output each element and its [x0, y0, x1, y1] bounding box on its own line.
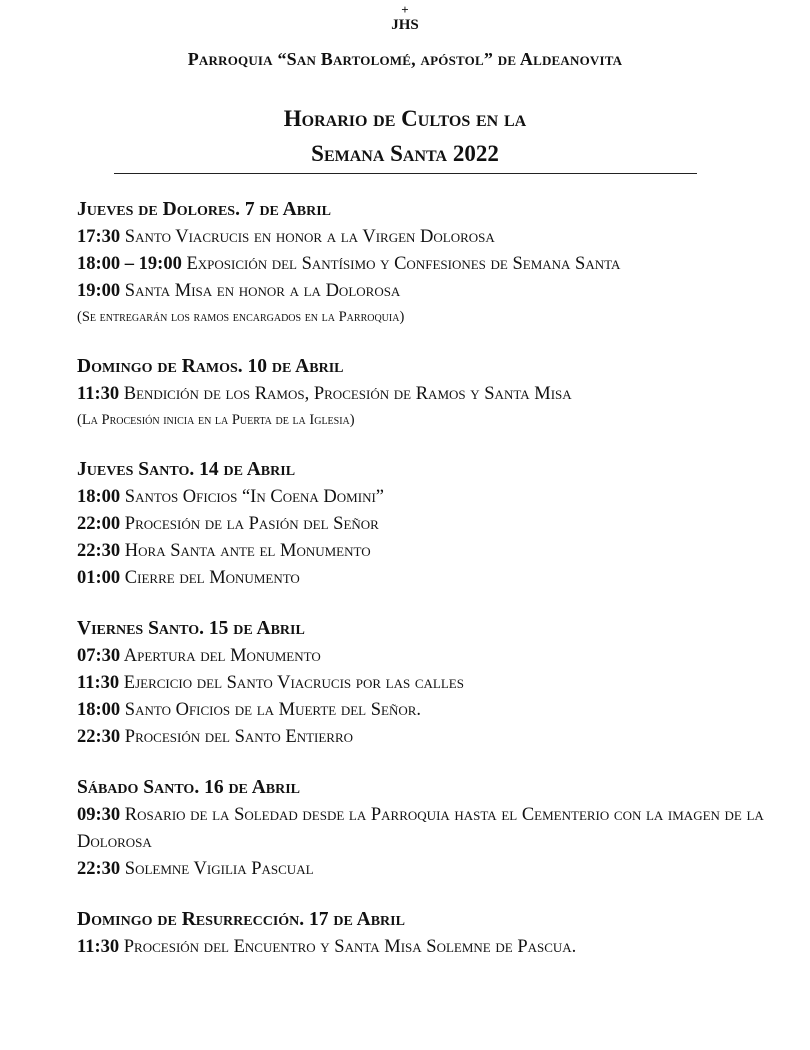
section-note: (La Procesión inicia en la Puerta de la Iglesia) [77, 412, 355, 428]
entry-description: Rosario de la Soledad desde la Parroquia hasta el Cementerio con la imagen de la Dolorosa [77, 805, 764, 852]
entry-description: Solemne Vigilia Pascual [124, 859, 314, 879]
entry-time: 17:30 [77, 227, 121, 247]
schedule-entry [77, 934, 767, 961]
entry-time: 22:30 [77, 541, 121, 561]
schedule-entry [77, 251, 767, 278]
schedule-entry [77, 856, 767, 883]
schedule-entry [77, 670, 767, 697]
section-note: (Se entregarán los ramos encargados en la Parroquia) [77, 309, 405, 325]
schedule-entry [77, 724, 767, 751]
day-heading: Sábado Santo. 16 de Abril [77, 777, 301, 798]
section-jueves-dolores [77, 197, 767, 330]
entry-description: Procesión de la Pasión del Señor [124, 514, 379, 534]
day-heading: Jueves de Dolores. 7 de Abril [77, 199, 332, 220]
section-sabado-santo [77, 775, 767, 883]
schedule-entry [77, 538, 767, 565]
cross-symbol: + [401, 2, 409, 17]
schedule-entry [77, 278, 767, 305]
entry-time: 09:30 [77, 805, 121, 825]
schedule-entry [77, 381, 767, 408]
section-domingo-resurreccion [77, 907, 767, 961]
entry-time: 18:00 – 19:00 [77, 254, 182, 274]
entry-time: 07:30 [77, 646, 121, 666]
section-jueves-santo [77, 457, 767, 592]
day-heading: Jueves Santo. 14 de Abril [77, 459, 296, 480]
entry-description: Hora Santa ante el Monumento [124, 541, 371, 561]
entry-description: Procesión del Encuentro y Santa Misa Solemne de Pascua. [123, 937, 577, 957]
entry-description: Bendición de los Ramos, Procesión de Ramos y Santa Misa [123, 384, 572, 404]
schedule [77, 197, 767, 985]
schedule-entry [77, 484, 767, 511]
parish-name: Parroquia “San Bartolomé, apóstol” de Aldeanovita [187, 49, 623, 69]
schedule-entry [77, 511, 767, 538]
jhs-monogram: JHS [391, 17, 419, 33]
entry-description: Santo Oficios de la Muerte del Señor. [124, 700, 422, 720]
schedule-entry [77, 565, 767, 592]
entry-time: 22:30 [77, 727, 121, 747]
schedule-entry [77, 643, 767, 670]
entry-description: Cierre del Monumento [124, 568, 300, 588]
title-divider [114, 173, 697, 174]
entry-time: 22:00 [77, 514, 121, 534]
entry-description: Santo Viacrucis en honor a la Virgen Dolorosa [124, 227, 495, 247]
entry-description: Exposición del Santísimo y Confesiones de Semana Santa [186, 254, 621, 274]
day-heading: Viernes Santo. 15 de Abril [77, 618, 305, 639]
section-domingo-ramos [77, 354, 767, 433]
entry-description: Ejercicio del Santo Viacrucis por las calles [123, 673, 464, 693]
entry-time: 18:00 [77, 487, 121, 507]
entry-description: Apertura del Monumento [123, 646, 321, 666]
entry-time: 22:30 [77, 859, 121, 879]
page-title-line-1: Horario de Cultos en la [283, 106, 527, 131]
schedule-entry [77, 697, 767, 724]
entry-time: 18:00 [77, 700, 121, 720]
day-heading: Domingo de Ramos. 10 de Abril [77, 356, 344, 377]
entry-time: 11:30 [77, 937, 120, 957]
entry-description: Procesión del Santo Entierro [124, 727, 354, 747]
section-viernes-santo [77, 616, 767, 751]
schedule-entry [77, 802, 767, 856]
entry-time: 11:30 [77, 384, 120, 404]
day-heading: Domingo de Resurrección. 17 de Abril [77, 909, 405, 930]
entry-description: Santos Oficios “In Coena Domini” [124, 487, 384, 507]
entry-time: 19:00 [77, 281, 121, 301]
entry-description: Santa Misa en honor a la Dolorosa [124, 281, 401, 301]
schedule-entry [77, 224, 767, 251]
entry-time: 01:00 [77, 568, 121, 588]
entry-time: 11:30 [77, 673, 120, 693]
page-title-line-2: Semana Santa 2022 [311, 141, 499, 166]
